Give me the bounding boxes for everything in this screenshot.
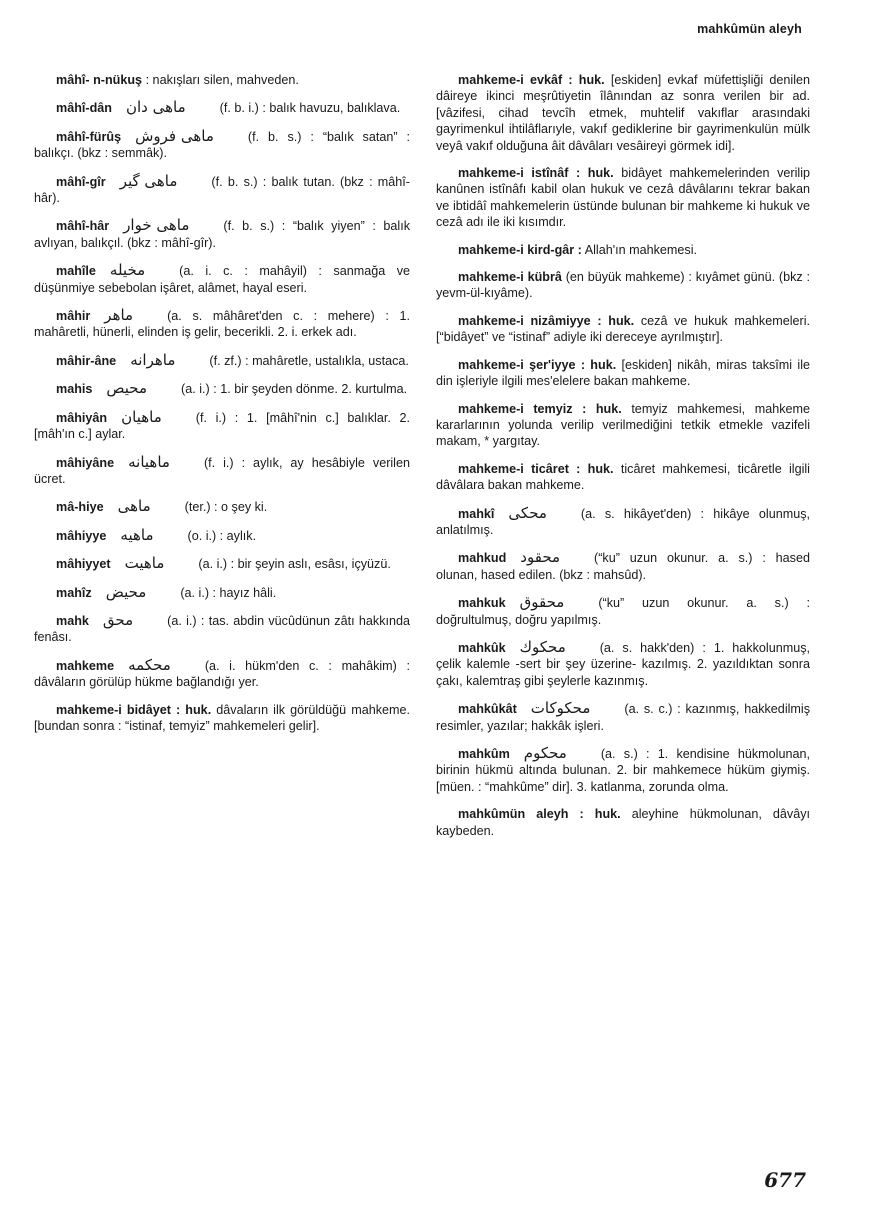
dictionary-entry (34, 555, 410, 572)
entry-definition: bidâyet mahkemelerinden verilip kanûnen istînâfı kabil olan hukuk ve cezâ dâvâlarını tekrar bakan ve ibtidâî mahkemelerin üstünde bulunan bir mahkeme ki hukuk ve cezâ adı ile iki kısımdır. (436, 166, 811, 230)
entry-headword: mahkeme-i ticâret : huk. (458, 461, 614, 476)
entry-headword: mahîle (56, 264, 96, 279)
dictionary-entry (34, 584, 410, 601)
dictionary-entry (436, 357, 810, 390)
entry-arabic-script: محكی (508, 503, 547, 522)
entry-definition: [eskiden] nikâh, miras taksîmi ile din işleriyle ilgili mes'elelere bakan mahkeme. (436, 357, 811, 389)
entry-arabic-script: ماهی دان (125, 98, 186, 117)
dictionary-entry (436, 313, 810, 346)
dictionary-entry (34, 409, 410, 443)
entry-definition: (a. s. mâhâret'den c. : mehere) : 1. mahâretli, hünerli, elinden iş gelir, becerikli. 2. i. erkek adı. (34, 309, 410, 340)
entry-headword: mâ-hiye (56, 500, 104, 515)
entry-headword: mahkî (458, 506, 495, 521)
entry-headword: mahkeme-i evkâf : huk. (458, 73, 605, 87)
entry-definition: (en büyük mahkeme) : kıyâmet günü. (bkz : yevm-ül-kıyâme). (436, 270, 811, 301)
entry-definition: (f. i.) : 1. [mâhî'nin c.] balıklar. 2. [mâh'ın c.] aylar. (34, 410, 410, 442)
entry-headword: mâhiyye (56, 528, 107, 543)
entry-arabic-script: محكوك (519, 637, 566, 656)
entry-headword: mahis (56, 382, 93, 397)
entry-arabic-script: محیص (106, 379, 148, 398)
entry-arabic-script: ماهی گیر (119, 171, 178, 190)
entry-definition: (f. b. s.) : “balık yiyen” : balık avlıyan, balıkçıl. (bkz : mâhî-gîr). (34, 219, 410, 250)
entry-arabic-script: ماهی (117, 497, 151, 516)
entry-headword: mahkeme-i nizâmiyye : huk. (458, 313, 635, 328)
entry-arabic-script: محكوكات (530, 699, 591, 718)
entry-headword: mahkuk (458, 596, 506, 611)
dictionary-entry (436, 745, 810, 795)
page-number: 677 (764, 1168, 806, 1192)
entry-headword: mâhiyyet (56, 557, 111, 572)
entry-arabic-script: ماهیه (120, 525, 154, 544)
dictionary-entry (34, 657, 410, 691)
dictionary-entry (436, 806, 810, 839)
dictionary-entry (34, 173, 410, 207)
entry-headword: mâhir-âne (56, 353, 117, 368)
entry-headword: mahkûmün aleyh : huk. (458, 807, 621, 822)
entry-definition: (a. s. hakk'den) : 1. hakkolunmuş, çelik kalemle -sert bir şey üzerine- kazılmış. 2. yazıldıktan sonra çakı, kalemtraş gibi şeylerle kazınmış. (436, 640, 810, 688)
entry-headword: mahkûm (458, 747, 510, 761)
entry-headword: mahkûkât (458, 702, 517, 717)
dictionary-entry (34, 498, 410, 515)
entry-headword: mahkeme-i kübrâ (458, 270, 562, 285)
entry-arabic-script: ماهر (104, 306, 134, 325)
entry-definition: (a. s. c.) : kazınmış, hakkedilmiş resimler, yazılar; hakkâk işleri. (436, 702, 810, 733)
entry-arabic-script: ماهیت (124, 554, 165, 573)
entry-headword: mâhî-fürûş (56, 129, 122, 144)
guide-word: mahkûmün aleyh (697, 22, 802, 36)
entry-definition: (a. s.) : 1. kendisine hükmolunan, birinin hükmü altında bulunan. 2. bir mahkemece hüküm giymiş. [müen. : “mahkûme” dir]. 3. katlanma, zorunda olma. (436, 747, 810, 794)
entry-definition: : nakışları silen, mahveden. (145, 73, 299, 87)
left-column (34, 72, 410, 745)
dictionary-entry (436, 639, 810, 689)
dictionary-entry (34, 128, 410, 162)
entry-definition: (a. s. hikâyet'den) : hikâye olunmuş, anlatılmış. (436, 506, 810, 537)
entry-definition: (a. i. hükm'den c. : mahâkim) : dâvâların görülüp hükme bağlandığı yer. (34, 658, 410, 690)
entry-definition: (f. zf.) : mahâretle, ustalıkla, ustaca. (209, 353, 409, 368)
entry-definition: (“ku” uzun okunur. a. s.) : doğrultulmuş, doğru yapılmış. (436, 596, 810, 627)
entry-definition: (ter.) : o şey ki. (184, 500, 268, 515)
entry-definition: (f. b. s.) : balık tutan. (bkz : mâhî-hâr). (34, 174, 410, 206)
entry-definition: (a. i.) : hayız hâli. (180, 585, 277, 600)
dictionary-entry (34, 99, 410, 116)
entry-arabic-script: محكمه (128, 655, 171, 674)
dictionary-entry (34, 454, 410, 488)
entry-definition: Allah'ın mahkemesi. (584, 242, 698, 257)
entry-arabic-script: ماهی خوار (123, 216, 190, 235)
entry-headword: mâhî-dân (56, 101, 112, 116)
entry-definition: [eskiden] evkaf müfettişliği denilen dâireye ikinci meşrûtiyetin îlânından az sonra verilen bir ad. [vâzifesi, cihad tevcîh etmek, muhtelif vakıflar arasındaki gayrimenkul ihtilâflarıyle, vakıf gedikleriпe bir gayrimenkulün mülk veyâ vakıf olduğuna âit dâvâları vesâireyi görmek idi]. (436, 73, 811, 153)
entry-arabic-script: محقوق (519, 593, 565, 612)
dictionary-entry (436, 700, 810, 734)
dictionary-entry (436, 461, 810, 494)
dictionary-entry (34, 527, 410, 544)
entry-arabic-script: محقود (520, 548, 561, 567)
dictionary-entry (34, 352, 410, 369)
dictionary-entry (34, 307, 410, 341)
entry-arabic-script: محیض (105, 582, 147, 601)
entry-definition: (a. i.) : bir şeyin aslı, esâsı, içyüzü. (198, 557, 391, 572)
entry-headword: mâhir (56, 309, 91, 324)
right-column (436, 72, 810, 850)
entry-arabic-script: ماهیان (121, 407, 162, 426)
entry-headword: mahkeme-i kird-gâr : (458, 242, 582, 257)
entry-headword: mahk (56, 613, 89, 628)
entry-headword: mahkeme-i istînâf : huk. (458, 166, 614, 181)
entry-arabic-script: محكوم (523, 744, 567, 762)
dictionary-entry (436, 165, 810, 231)
dictionary-entry (436, 594, 810, 628)
entry-arabic-script: ماهی فروش (135, 126, 214, 145)
dictionary-entry (436, 505, 810, 539)
dictionary-entry (34, 72, 410, 88)
entry-definition: (f. i.) : aylık, ay hesâbiyle verilen ücret. (34, 455, 410, 486)
dictionary-entry (436, 242, 810, 258)
entry-definition: (“ku” uzun okunur. a. s.) : hased olunan, hased edilen. (bkz : mahsûd). (436, 551, 810, 582)
dictionary-entry (34, 380, 410, 397)
entry-definition: (f. b. i.) : balık havuzu, balıklava. (219, 101, 401, 116)
dictionary-entry (34, 702, 410, 735)
entry-headword: mahîz (56, 585, 92, 600)
entry-definition: (f. b. s.) : “balık satan” : balıkçı. (bkz : semmâk). (34, 129, 410, 161)
entry-headword: mahkeme-i bidâyet : huk. (56, 702, 212, 717)
entry-definition: (a. i.) : tas. abdin vücûdünun zâtı hakkında fenâsı. (34, 613, 410, 645)
entry-definition: temyiz mahkemesi, mahkeme kararlarının yolunda verilip verilmediğini tetkik etmekle vazifeli makam, * yargıtay. (436, 401, 810, 449)
dictionary-entry (436, 269, 810, 302)
entry-definition: aleyhine hükmolunan, dâvâyı kaybeden. (436, 807, 810, 838)
entry-headword: mâhî- n-nükuş (56, 73, 143, 87)
entry-definition: ticâret mahkemesi, ticâretle ilgili dâvâlara bakan mahkeme. (436, 461, 810, 493)
entry-headword: mahkud (458, 551, 507, 566)
entry-headword: mahkûk (458, 640, 506, 655)
dictionary-entry (34, 217, 410, 251)
entry-headword: mâhî-gîr (56, 174, 106, 189)
entry-headword: mahkeme-i temyiz : huk. (458, 401, 622, 416)
entry-definition: (o. i.) : aylık. (187, 528, 257, 543)
entry-definition: cezâ ve hukuk mahkemeleri. [“bidâyet” ve “istinaf” adiyle iki dereceye ayrılmıştır]. (436, 313, 810, 345)
entry-definition: (a. i.) : 1. bir şeyden dönme. 2. kurtulma. (181, 382, 408, 397)
entry-headword: mâhiyân (56, 410, 108, 425)
entry-definition: dâvaların ilk görüldüğü mahkeme. [bundan sonra : “istinaf, temyiz” mahkemeleri gelir]. (34, 702, 411, 733)
entry-definition: (a. i. c. : mahâyil) : sanmağa ve düşünmiye sebebolan işâret, alâmet, hayal eseri. (34, 264, 410, 295)
dictionary-entry (34, 612, 410, 646)
entry-arabic-script: ماهیانه (128, 452, 170, 471)
entry-arabic-script: ماهرانه (130, 350, 176, 369)
entry-headword: mahkeme (56, 658, 115, 673)
dictionary-entry (34, 262, 410, 296)
dictionary-entry (436, 72, 810, 154)
entry-headword: mahkeme-i şer'iyye : huk. (458, 357, 617, 372)
dictionary-entry (436, 401, 810, 450)
dictionary-entry (436, 549, 810, 583)
entry-headword: mâhiyâne (56, 455, 115, 470)
entry-arabic-script: محق (102, 610, 134, 629)
entry-headword: mâhî-hâr (56, 219, 110, 234)
entry-arabic-script: مخیله (109, 261, 146, 280)
